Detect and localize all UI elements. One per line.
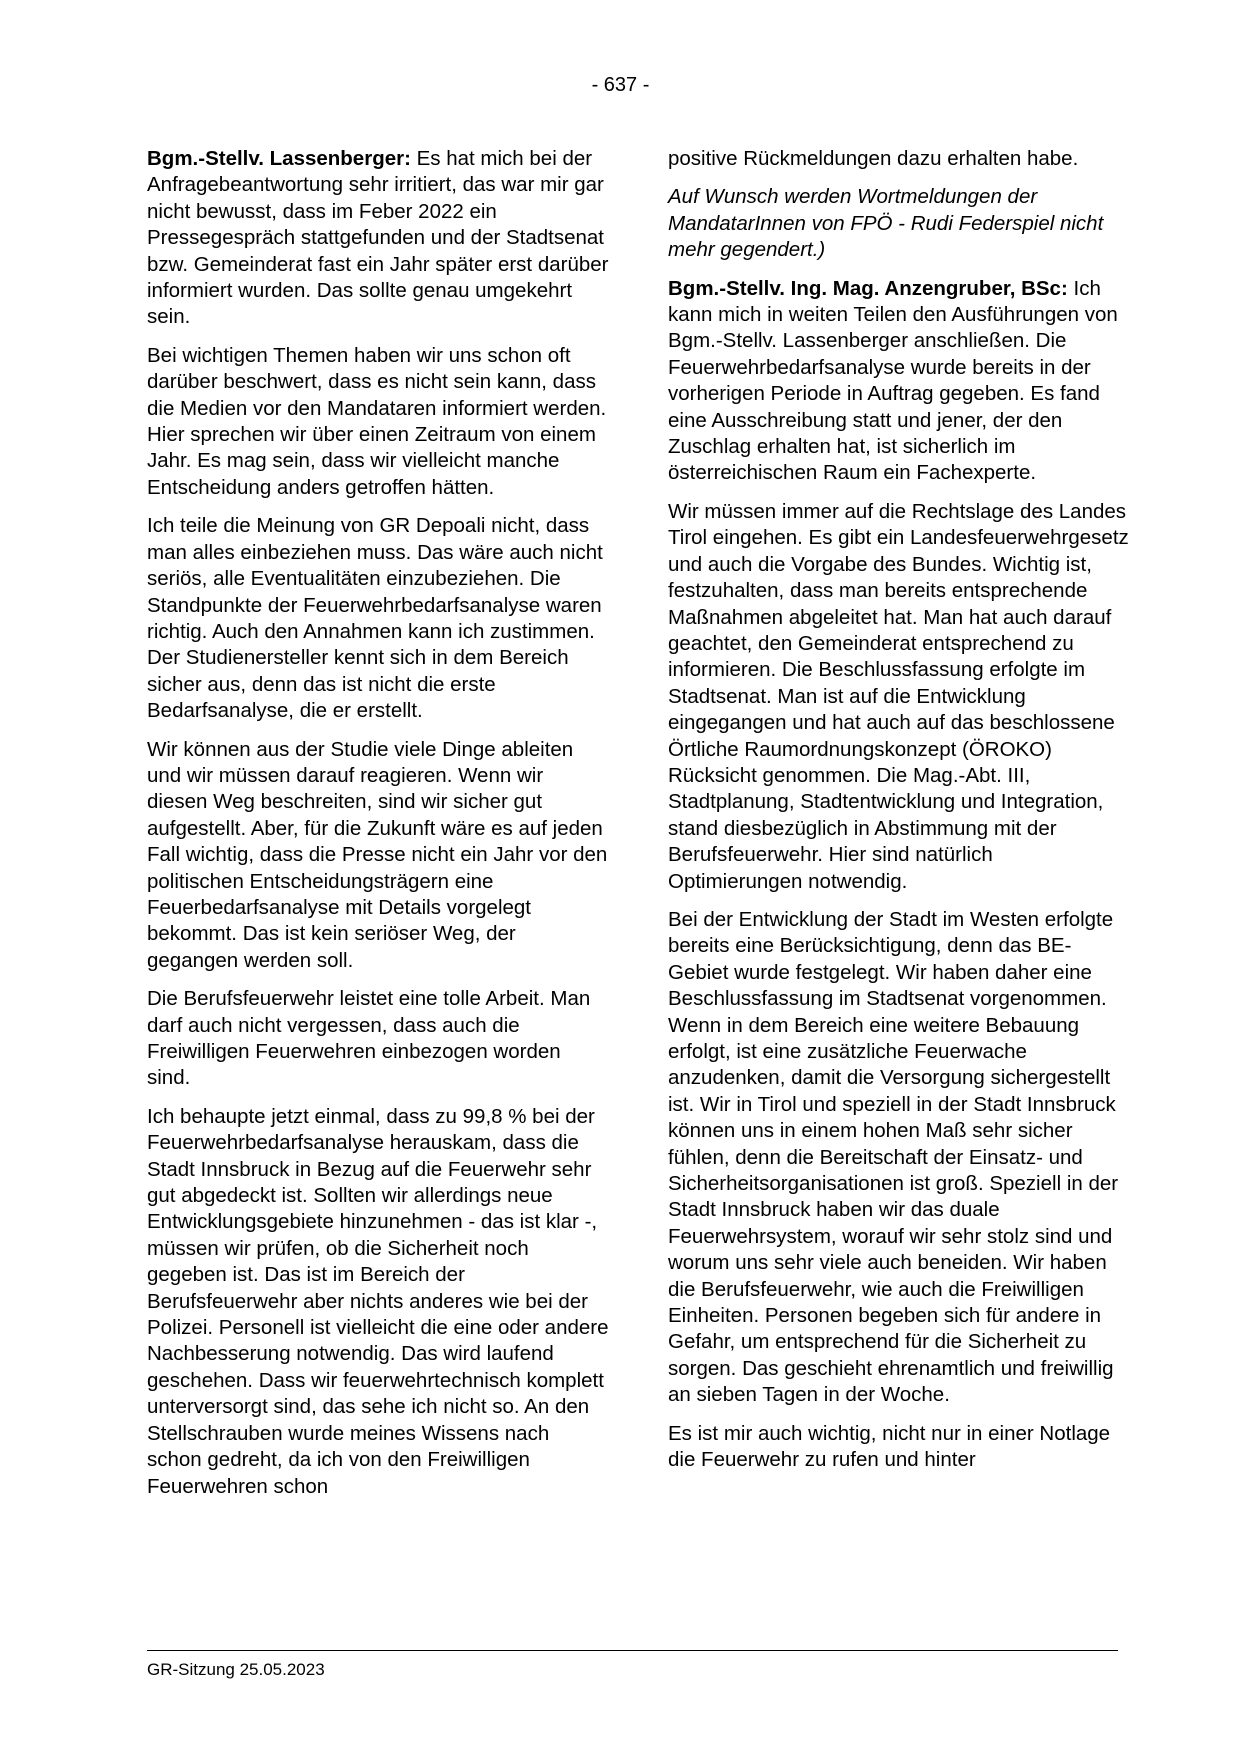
right-column <box>668 146 1130 1486</box>
paragraph: Wir müssen immer auf die Rechtslage des Landes Tirol eingehen. Es gibt ein Landesfeuerwehrgesetz und auch die Vorgabe des Bundes. Wichtig ist, festzuhalten, dass man bereits entsprechende Maßnahmen abgeleitet hat. Man hat auch darauf geachtet, den Gemeinderat entsprechend zu informieren. Die Beschlussfassung erfolgte im Stadtsenat. Man ist auf die Entwicklung eingegangen und hat auch auf das beschlossene Örtliche Raumordnungskonzept (ÖROKO) Rücksicht genommen. Die Mag.-Abt. III, Stadtplanung, Stadtentwicklung und Integration, stand diesbezüglich in Abstimmung mit der Berufsfeuerwehr. Hier sind natürlich Optimierungen notwendig. <box>668 499 1129 893</box>
paragraph-text: Ich kann mich in weiten Teilen den Ausführungen von Bgm.-Stellv. Lassenberger anschließen. Die Feuerwehrbedarfsanalyse wurde bereits in der vorherigen Periode in Auftrag gegeben. Es fand eine Ausschreibung statt und jener, der den Zuschlag erhalten hat, ist sicherlich im österreichischen Raum ein Fachexperte. <box>668 276 1118 485</box>
paragraph: Es ist mir auch wichtig, nicht nur in einer Notlage die Feuerwehr zu rufen und hinter <box>668 1421 1111 1472</box>
paragraph: Bei wichtigen Themen haben wir uns schon oft darüber beschwert, dass es nicht sein kann, dass die Medien vor den Mandataren informiert werden. Hier sprechen wir über einen Zeitraum von einem Jahr. Es mag sein, dass wir vielleicht manche Entscheidung anders getroffen hätten. <box>147 343 607 499</box>
page-number: - 637 - <box>591 74 650 96</box>
paragraph: Ich teile die Meinung von GR Depoali nicht, dass man alles einbeziehen muss. Das wäre auch nicht seriös, alle Eventualitäten einzubeziehen. Die Standpunkte der Feuerwehrbedarfsanalyse waren richtig. Auch den Annahmen kann ich zustimmen. Der Studienersteller kennt sich in dem Bereich sicher aus, denn das ist nicht die erste Bedarfsanalyse, die er erstellt. <box>147 514 603 723</box>
paragraph <box>668 276 1130 487</box>
paragraph: Bei der Entwicklung der Stadt im Westen erfolgte bereits eine Berücksichtigung, denn das BE-Gebiet wurde festgelegt. Wir haben daher eine Beschlussfassung im Stadtsenat vorgenommen. Wenn in dem Bereich eine weitere Bebauung erfolgt, ist eine zusätzliche Feuerwache anzudenken, damit die Versorgung sichergestellt ist. Wir in Tirol und speziell in der Stadt Innsbruck können uns in einem hohen Maß sehr sicher fühlen, denn die Bereitschaft der Einsatz- und Sicherheitsorganisationen ist groß. Speziell in der Stadt Innsbruck haben wir das duale Feuerwehrsystem, worauf wir sehr stolz sind und worum uns sehr viele auch beneiden. Wir haben die Berufsfeuerwehr, wie auch die Freiwilligen Einheiten. Personen begeben sich für andere in Gefahr, um entsprechend für die Sicherheit zu sorgen. Das geschieht ehrenamtlich und freiwillig an sieben Tagen in der Woche. <box>668 907 1119 1407</box>
paragraph: Die Berufsfeuerwehr leistet eine tolle Arbeit. Man darf auch nicht vergessen, dass auch die Freiwilligen Feuerwehren einbezogen worden sind. <box>147 987 591 1090</box>
footer-session-date: GR-Sitzung 25.05.2023 <box>147 1660 325 1679</box>
paragraph: Ich behaupte jetzt einmal, dass zu 99,8 % bei der Feuerwehrbedarfsanalyse herauskam, dass die Stadt Innsbruck in Bezug auf die Feuerwehr sehr gut abgedeckt ist. Sollten wir allerdings neue Entwicklungsgebiete hinzunehmen - das ist klar -, müssen wir prüfen, ob die Sicherheit noch gegeben ist. Das ist im Bereich der Berufsfeuerwehr aber nichts anderes wie bei der Polizei. Personell ist vielleicht die eine oder andere Nachbesserung notwendig. Das wird laufend geschehen. Dass wir feuerwehrtechnisch komplett unterversorgt sind, das sehe ich nicht so. An den Stellschrauben wurde meines Wissens nach schon gedreht, da ich von den Freiwilligen Feuerwehren schon <box>147 1104 609 1498</box>
paragraph: positive Rückmeldungen dazu erhalten habe. <box>668 147 1079 170</box>
paragraph <box>147 146 609 331</box>
footer-divider <box>147 1650 1118 1651</box>
editorial-note: Auf Wunsch werden Wortmeldungen der MandatarInnen von FPÖ - Rudi Federspiel nicht mehr gegendert.) <box>668 185 1104 262</box>
paragraph-text: Es hat mich bei der Anfragebeantwortung sehr irritiert, das war mir gar nicht bewusst, dass im Feber 2022 ein Pressegespräch stattgefunden und der Stadtsenat bzw. Gemeinderat fast ein Jahr später erst darüber informiert wurden. Das sollte genau umgekehrt sein. <box>147 147 609 329</box>
paragraph: Wir können aus der Studie viele Dinge ableiten und wir müssen darauf reagieren. Wenn wir diesen Weg beschreiten, sind wir sicher gut aufgestellt. Aber, für die Zukunft wäre es auf jeden Fall wichtig, dass die Presse nicht ein Jahr vor den politischen Entscheidungsträgern eine Feuerbedarfsanalyse mit Details vorgelegt bekommt. Das ist kein seriöser Weg, der gegangen werden soll. <box>147 737 608 972</box>
speaker-name: Bgm.-Stellv. Lassenberger: <box>147 147 411 170</box>
speaker-name: Bgm.-Stellv. Ing. Mag. Anzengruber, BSc: <box>668 276 1068 300</box>
paragraph <box>668 184 1130 263</box>
left-column <box>147 146 609 1512</box>
